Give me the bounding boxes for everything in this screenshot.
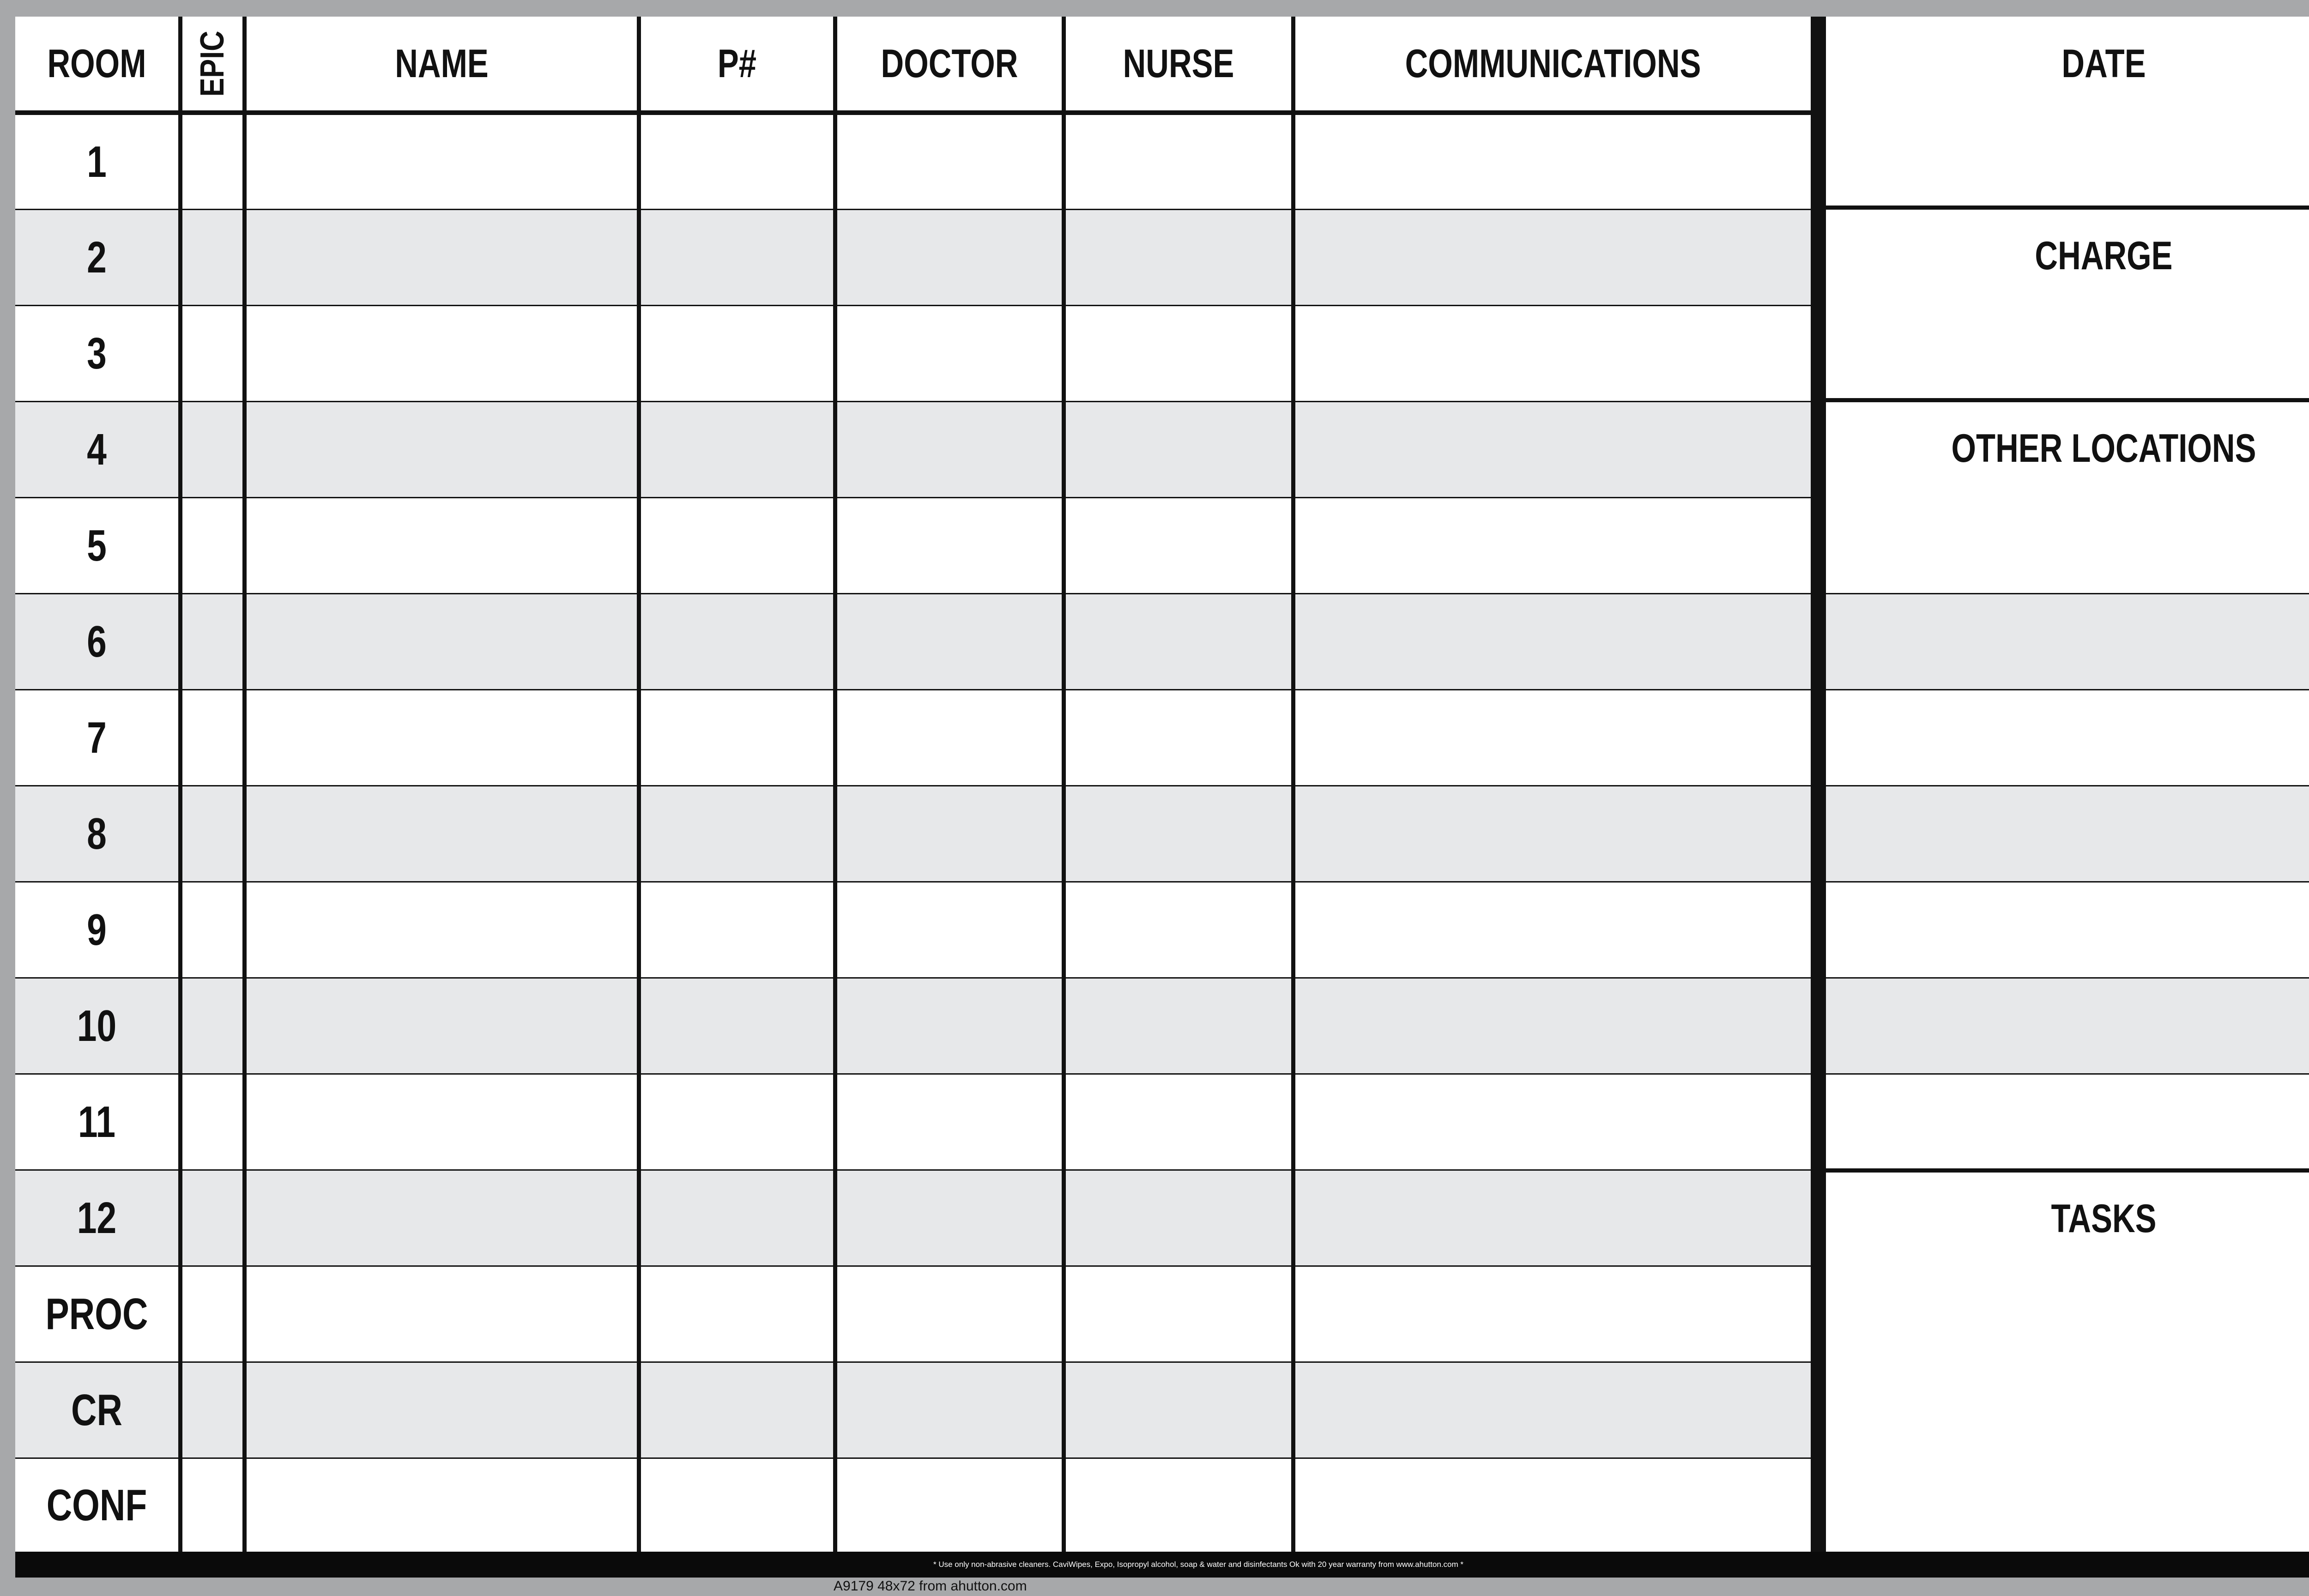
header-divider — [15, 110, 1811, 115]
row-stripe — [15, 1362, 1811, 1458]
room-label: 12 — [77, 1193, 117, 1243]
room-label: 2 — [87, 232, 107, 282]
side-divider — [1826, 881, 2309, 883]
room-label: 10 — [77, 1001, 117, 1051]
side-divider — [1826, 1168, 2309, 1173]
side-heading-date: DATE — [2061, 41, 2146, 86]
side-heading-charge: CHARGE — [2035, 234, 2173, 278]
row-divider — [15, 1361, 1811, 1363]
row-stripe — [15, 593, 1811, 689]
side-divider — [1826, 1073, 2309, 1075]
row-divider — [15, 785, 1811, 786]
side-divider — [1826, 398, 2309, 402]
row-stripe — [15, 1170, 1811, 1266]
row-divider — [15, 593, 1811, 594]
header-doctor: DOCTOR — [881, 41, 1018, 86]
room-label: 4 — [87, 424, 107, 474]
whiteboard — [15, 17, 2309, 1552]
side-heading-tasks: TASKS — [2051, 1197, 2157, 1241]
header-name: NAME — [395, 41, 489, 86]
header-epic — [182, 17, 242, 110]
room-label: 3 — [87, 328, 107, 378]
room-label: 9 — [87, 905, 107, 955]
panel-separator — [1811, 17, 1826, 1552]
row-stripe — [15, 786, 1811, 882]
side-stripe — [1826, 978, 2309, 1074]
column-divider — [833, 17, 837, 1552]
row-divider — [15, 305, 1811, 306]
column-divider — [242, 17, 247, 1552]
room-label: 5 — [87, 520, 107, 570]
column-divider — [1062, 17, 1066, 1552]
side-divider — [1826, 593, 2309, 594]
row-divider — [15, 1265, 1811, 1267]
row-divider — [15, 1073, 1811, 1075]
column-divider — [178, 17, 182, 1552]
side-divider — [1826, 977, 2309, 979]
product-code: A9179 48x72 from ahutton.com — [834, 1578, 1027, 1594]
row-stripe — [15, 978, 1811, 1074]
side-stripe — [1826, 593, 2309, 689]
row-divider — [15, 689, 1811, 690]
row-stripe — [15, 209, 1811, 305]
header-room: ROOM — [47, 41, 146, 86]
room-label: 8 — [87, 809, 107, 858]
header-patient-number: P# — [717, 41, 757, 86]
row-divider — [15, 497, 1811, 498]
row-divider — [15, 209, 1811, 210]
row-divider — [15, 401, 1811, 402]
side-divider — [1826, 785, 2309, 786]
row-divider — [15, 977, 1811, 979]
row-divider — [15, 1169, 1811, 1171]
row-stripe — [15, 401, 1811, 497]
side-divider — [1826, 206, 2309, 210]
header-epic-label: EPIC — [194, 30, 231, 97]
column-divider — [1291, 17, 1295, 1552]
side-stripe — [1826, 786, 2309, 882]
side-divider — [1826, 689, 2309, 690]
room-label: 11 — [78, 1097, 116, 1147]
row-divider — [15, 881, 1811, 883]
header-communications: COMMUNICATIONS — [1405, 41, 1701, 86]
room-label: CR — [71, 1385, 122, 1435]
room-label: 7 — [87, 713, 107, 762]
side-heading-other-locations: OTHER LOCATIONS — [1951, 426, 2256, 471]
care-instructions: * Use only non-abrasive cleaners. CaviWipes, Expo, Isopropyl alcohol, soap & water and disinfectants Ok with 20 year warranty from www.ahutton.com * — [15, 1552, 2309, 1578]
row-divider — [15, 1457, 1811, 1459]
room-label: 6 — [87, 617, 107, 666]
room-label: CONF — [46, 1480, 147, 1530]
column-divider — [637, 17, 641, 1552]
header-nurse: NURSE — [1123, 41, 1234, 86]
room-label: PROC — [45, 1289, 148, 1339]
room-label: 1 — [87, 137, 107, 187]
